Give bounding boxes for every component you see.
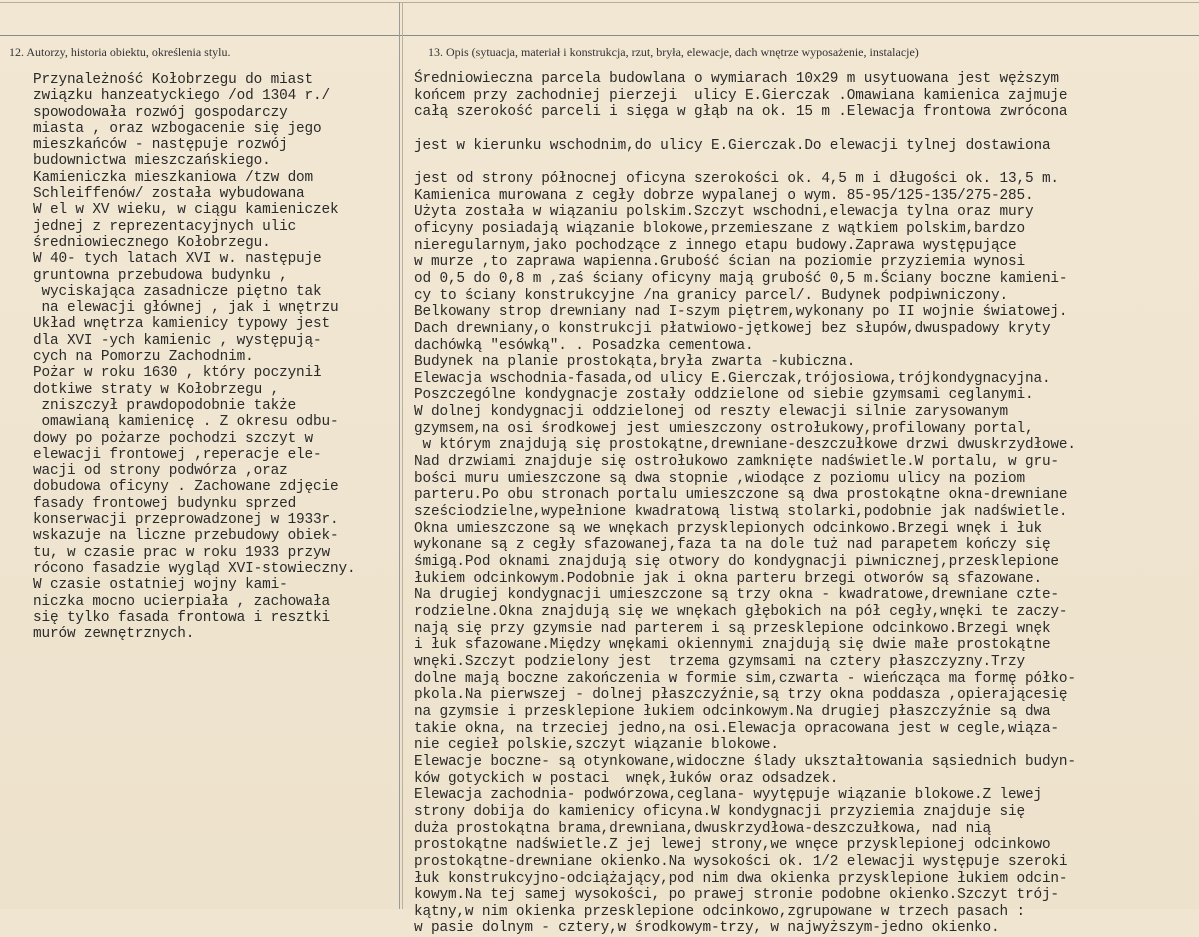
text-line: Poszczególne kondygnacje zostały oddzielone od siebie gzymsami ceglanymi. [414,387,1034,404]
text-line: Kamieniczka mieszkaniowa /tzw dom [33,169,314,186]
text-line: takie okna, na trzeciej jedno,na osi.Elewacja opracowana jest w cegle,wiąza- [414,720,1059,737]
text-line: W czasie ostatniej wojny kami- [33,577,288,594]
text-line: w murze ,to zaprawa wapienna.Grubość ścian na poziomie przyziemia wynosi [414,254,1025,271]
text-line: Schleiffenów/ została wybudowana [33,186,305,203]
text-line: dowy po pożarze pochodzi szczyt w [33,430,314,447]
text-line: na gzymsie i przesklepione łukiem odcinkowym.Na drugiej płaszczyźnie są dwa [414,703,1051,720]
text-line: jednej z reprezentacyjnych ulic [33,218,297,235]
text-line: W 40- tych latach XVI w. następuje [33,251,322,268]
text-line: rócono fasadzie wygląd XVI-stowieczny. [33,560,356,577]
text-line: śmigą.Pod oknami znajdują się otwory do kondygnacji piwnicznej,przesklepione [414,554,1059,571]
text-line: tu, w czasie prac w roku 1933 przyw [33,544,331,561]
text-line: kowym.Na tej samej wysokości, po prawej stronie podobne okienko.Szczyt trój- [414,887,1059,904]
text-line: Elewacja zachodnia- podwórzowa,ceglana- wyytępuje wiązanie blokowe.Z lewej [414,787,1042,804]
text-line: Budynek na planie prostokąta,bryła zwarta -kubiczna. [414,354,856,371]
text-line [414,154,1199,171]
text-line: Kamienica murowana z cegły dobrze wypalanej o wym. 85-95/125-135/275-285. [414,187,1034,204]
text-line: omawianą kamienicę . Z okresu odbu- [33,414,339,431]
text-line: pkola.Na pierwszej - dolnej płaszczyźnie,są trzy okna poddasza ,opierającesię [414,687,1068,704]
section-13-header: 13. Opis (sytuacja, materiał i konstrukcja, rzut, bryła, elewacje, dach wnętrze wyposażenie, instalacje) [428,45,919,59]
text-line: gzymsem,na osi środkowej jest umieszczony ostrołukowy,profilowany portal, [414,420,1034,437]
text-line: W el w XV wieku, w ciągu kamieniczek [33,202,339,219]
text-line: konserwacji przeprowadzonej w 1933r. [33,512,339,529]
text-line: wyciskająca zasadnicze piętno tak [33,283,322,300]
text-line: wacji od strony podwórza ,oraz [33,463,288,480]
text-line: i łuk sfazowane.Między wnękami okiennymi znajdują się dwie małe prostokątne [414,637,1051,654]
text-line: niczka mocno ucierpiała , zachowała [33,593,331,610]
text-line: łuk konstrukcyjno-odciążający,pod nim dwa okienka przysklepione łukiem odcin- [414,870,1068,887]
text-line: średniowiecznego Kołobrzegu. [33,234,271,251]
text-line: prostokątne nadświetle.Z jej lewej strony,we wnęce przysklepionej odcinkowo [414,837,1051,854]
text-line: Nad drzwiami znajduje się ostrołukowo zamknięte nadświetle.W portalu, w gru- [414,454,1059,471]
text-line [414,121,1199,138]
text-line: nieregularnym,jako pochodzące z innego etapu budowy.Zaprawa występujące [414,237,1017,254]
text-line: końcem przy zachodniej pierzeji ulicy E.Gierczak .Omawiana kamienica zajmuje [414,87,1068,104]
text-line: cy to ściany konstrukcyjne /na granicy parcel/. Budynek podpiwniczony. [414,287,1009,304]
text-line: Okna umieszczone są we wnękach przysklepionych odcinkowo.Brzegi wnęk i łuk [414,520,1042,537]
text-line: całą szerokość parceli i sięga w głąb na ok. 15 m .Elewacja frontowa zwrócona [414,104,1068,121]
text-line: oficyny posiadają wiązanie blokowe,przemieszane z wątkiem polskim,bardzo [414,220,1025,237]
text-line: parteru.Po obu stronach portalu umieszczone są dwa prostokątne okna-drewniane [414,487,1068,504]
text-line: nają się przy gzymsie nad parterem i są przesklepione odcinkowo.Brzegi wnęk [414,620,1051,637]
text-line: Dach drewniany,o konstrukcji płatwiowo-jętkowej bez słupów,dwuspadowy kryty [414,320,1051,337]
text-line: Elewacja wschodnia-fasada,od ulicy E.Gierczak,trójosiowa,trójkondygnacyjna. [414,370,1051,387]
text-line: związku hanzeatyckiego /od 1304 r./ [33,88,331,105]
text-line: gruntowna przebudowa budynku , [33,267,288,284]
text-line: prostokątne-drewniane okienko.Na wysokości ok. 1/2 elewacji występuje szeroki [414,853,1068,870]
text-line: murów zewnętrznych. [33,626,195,643]
text-line: Przynależność Kołobrzegu do miast [33,72,314,88]
text-line: W dolnej kondygnacji oddzielonej od reszty elewacji silnie zarysowanym [414,404,1009,421]
text-line: ków gotyckich w postaci wnęk,łuków oraz odsadzek. [414,770,839,787]
top-border [0,2,1199,3]
text-line: jest w kierunku wschodnim,do ulicy E.Gierczak.Do elewacji tylnej dostawiona [414,137,1051,154]
text-line: mieszkańców - następuje rozwój [33,137,288,154]
section-12-header: 12. Autorzy, historia obiektu, określenia stylu. [9,45,231,59]
text-line: wnęki.Szczyt podzielony jest trzema gzymsami na cztery płaszczyzny.Trzy [414,653,1025,670]
text-line: Średniowieczna parcela budowlana o wymiarach 10x29 m usytuowana jest węższym [414,71,1059,87]
text-line: łukiem odcinkowym.Podobnie jak i okna parteru brzegi otworów są sfazowane. [414,570,1042,587]
text-line: dolne mają boczne zakończenia w formie sim,czwarta - wieńcząca ma formę półko- [414,670,1076,687]
text-line: Na drugiej kondygnacji umieszczone są trzy okna - kwadratowe,drewniane czte- [414,587,1059,604]
text-line: sześciodzielne,wypełnione kwadratową listwą stolarki,podobnie jak nadświetle. [414,504,1068,521]
text-line: bości muru umieszczone są dwa stopnie ,wiodące z poziomu ulicy na poziom [414,470,1025,487]
text-line: spowodowała rozwój gospodarczy [33,104,288,121]
text-line: dla XVI -ych kamienic , występują- [33,332,322,349]
text-line: wykonane są z cegły sfazowanej,faza ta na dole tuż nad parapetem kończy się [414,537,1051,554]
text-line: Elewacje boczne- są otynkowane,widoczne ślady ukształtowania sąsiednich budyn- [414,753,1076,770]
text-line: zniszczył prawdopodobnie także [33,397,297,414]
text-line: Układ wnętrza kamienicy typowy jest [33,316,331,333]
header-divider [0,35,1199,36]
text-line: budownictwa mieszczańskiego. [33,153,271,170]
text-line: wskazuje na liczne przebudowy obiek- [33,528,339,545]
text-line: Pożar w roku 1630 , który poczynił [33,365,322,382]
text-line: elewacji frontowej ,reperacje ele- [33,446,322,463]
text-line: w którym znajdują się prostokątne,drewniane-deszczułkowe drzwi dwuskrzydłowe. [414,437,1076,454]
text-line: fasady frontowej budynku sprzed [33,495,297,512]
text-line: dachówką "esówką". . Posadzka cementowa. [414,337,754,354]
text-line: nie cegieł polskie,szczyt wiązanie blokowe. [414,737,779,754]
text-line: miasta , oraz wzbogacenie się jego [33,120,322,137]
text-line: dotkiwe straty w Kołobrzegu , [33,381,280,398]
text-line: dobudowa oficyny . Zachowane zdjęcie [33,479,339,496]
text-line: na elewacji głównej , jak i wnętrzu [33,300,339,317]
text-line: cych na Pomorzu Zachodnim. [33,349,254,366]
text-line: jest od strony północnej oficyna szerokości ok. 4,5 m i długości ok. 13,5 m. [414,170,1059,187]
text-line: Użyta została w wiązaniu polskim.Szczyt wschodni,elewacja tylna oraz mury [414,204,1034,221]
text-line: od 0,5 do 0,8 m ,zaś ściany oficyny mają grubość 0,5 m.Ściany boczne kamieni- [414,270,1068,287]
text-line: się tylko fasada frontowa i resztki [33,609,331,626]
text-line: Belkowany strop drewniany nad I-szym piętrem,wykonany po II wojnie światowej. [414,304,1068,321]
text-line: kątny,w nim okienka przesklepione odcinkowo,zgrupowane w trzech pasach : [414,903,1025,920]
text-line: w pasie dolnym - cztery,w środkowym-trzy, w najwyższym-jedno okienko. [414,920,1000,937]
history-text-column [33,72,403,642]
text-line: duża prostokątna brama,drewniana,dwuskrzydłowa-deszczułkowa, nad nią [414,820,992,837]
text-line: strony dobija do kamienicy oficyna.W kondygnacji przyziemia znajduje się [414,803,1025,820]
description-text-column [414,71,1199,937]
text-line: rodzielne.Okna znajdują się we wnękach głębokich na pół cegły,wnęki te zaczy- [414,604,1068,620]
